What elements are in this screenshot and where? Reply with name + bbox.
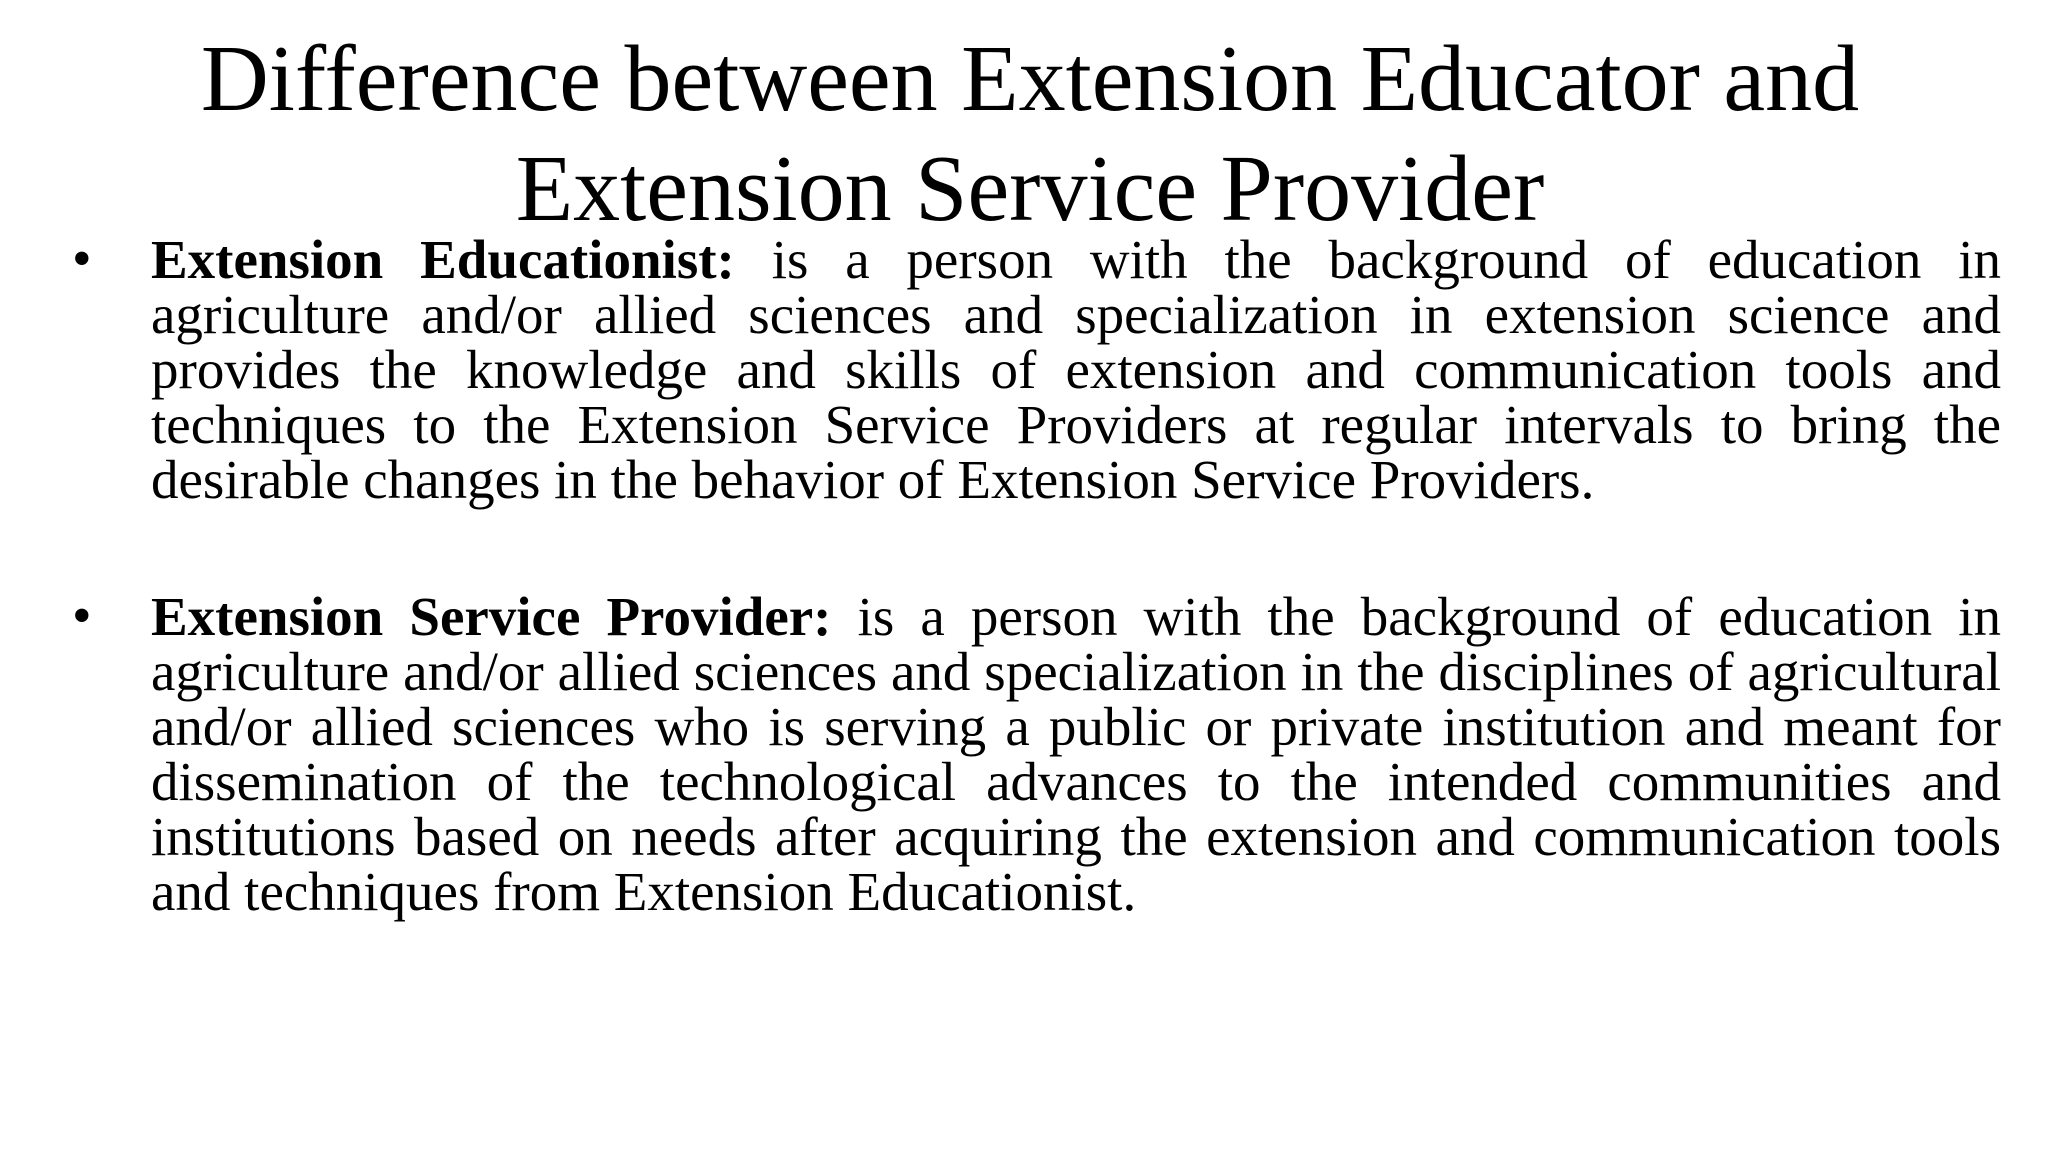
- slide-title: Difference between Extension Educator and Extension Service Provider: [200, 27, 1860, 241]
- bullet-marker: •: [72, 585, 92, 647]
- term-extension-educationist: Extension Educationist:: [151, 229, 735, 290]
- definition-extension-educationist: is a person with the background of education in agriculture and/or allied sciences and specialization in extension science and provides the knowledge and skills of extension and communication tools and techniques to the Extension Service Providers at regular intervals to bring the desirable changes in the behavior of Extension Service Providers.: [151, 229, 2002, 510]
- bullet-marker: •: [72, 228, 92, 290]
- bullet-item-extension-service-provider: [0, 585, 2048, 922]
- bullet-text: [151, 229, 2002, 510]
- bullet-item-extension-educationist: [0, 228, 2048, 510]
- bullet-text: [151, 586, 2001, 922]
- term-extension-service-provider: Extension Service Provider:: [151, 586, 832, 647]
- bullet-list: [0, 228, 2048, 922]
- definition-extension-service-provider: is a person with the background of education in agriculture and/or allied sciences and specialization in the disciplines of agricultural and/or allied sciences who is serving a public or private institution and meant for dissemination of the technological advances to the intended communities and institutions based on needs after acquiring the extension and communication tools and techniques from Extension Educationist.: [151, 586, 2001, 922]
